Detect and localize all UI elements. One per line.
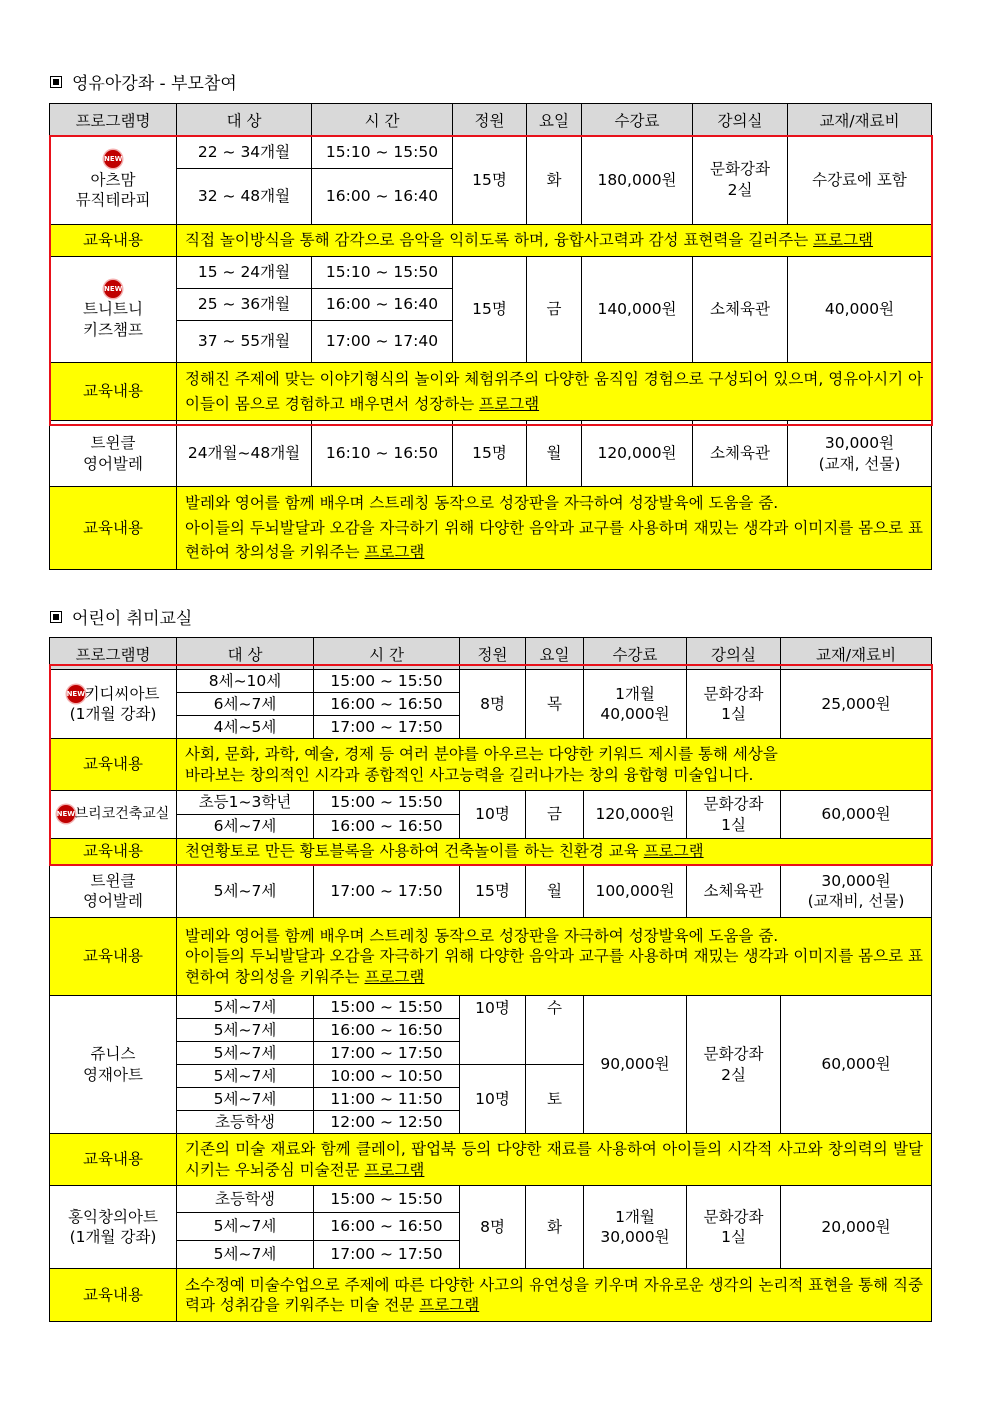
program-name: NEW키디씨아트 (1개월 강좌) — [50, 670, 177, 739]
room: 문화강좌 1실 — [687, 1186, 781, 1269]
desc-text: 발레와 영어를 함께 배우며 스트레칭 동작으로 성장판을 자극하여 성장발육에 도움을 줌. 아이들의 두뇌발달과 오감을 자극하기 위해 다양한 음악과 교구를 사용하며 재밌는 생각과 이미지를 몸으로 표현하여 창의성을 키워주는 프로그램 — [177, 918, 932, 996]
header-target: 대 상 — [177, 638, 314, 670]
capacity: 15명 — [453, 257, 527, 363]
table-row — [50, 421, 932, 487]
room: 소체육관 — [693, 421, 788, 487]
time: 15:00 ~ 15:50 — [314, 670, 460, 693]
time: 11:00 ~ 11:50 — [314, 1088, 460, 1111]
header-program: 프로그램명 — [50, 104, 177, 136]
capacity: 15명 — [460, 865, 526, 918]
table-row — [50, 257, 932, 289]
fee: 90,000원 — [584, 996, 687, 1134]
program-name: 쥬니스 영재아트 — [50, 996, 177, 1134]
materials: 40,000원 — [788, 257, 932, 363]
desc-label: 교육내용 — [50, 487, 177, 570]
desc-label: 교육내용 — [50, 363, 177, 421]
table-row — [50, 996, 932, 1019]
target: 5세~7세 — [177, 1088, 314, 1111]
infant-course-table — [49, 103, 932, 570]
capacity: 10명 — [460, 996, 526, 1065]
materials: 60,000원 — [781, 791, 932, 839]
day: 수 — [526, 996, 584, 1065]
time: 15:10 ~ 15:50 — [312, 136, 453, 169]
room: 문화강좌 1실 — [687, 791, 781, 839]
time: 15:00 ~ 15:50 — [314, 791, 460, 815]
desc-label: 교육내용 — [50, 918, 177, 996]
room: 소체육관 — [693, 257, 788, 363]
desc-row — [50, 363, 932, 421]
target: 5세~7세 — [177, 1065, 314, 1088]
header-capacity: 정원 — [460, 638, 526, 670]
desc-row — [50, 1269, 932, 1322]
header-room: 강의실 — [687, 638, 781, 670]
room: 소체육관 — [687, 865, 781, 918]
desc-text: 발레와 영어를 함께 배우며 스트레칭 동작으로 성장판을 자극하여 성장발육에 도움을 줌. 아이들의 두뇌발달과 오감을 자극하기 위해 다양한 음악과 교구를 사용하며 재밌는 생각과 이미지를 몸으로 표현하여 창의성을 키워주는 프로그램 — [177, 487, 932, 570]
materials: 60,000원 — [781, 996, 932, 1134]
desc-row — [50, 225, 932, 257]
day: 월 — [527, 421, 582, 487]
time: 16:10 ~ 16:50 — [312, 421, 453, 487]
day: 화 — [526, 1186, 584, 1269]
program-name: 트윈클 영어발레 — [50, 421, 177, 487]
materials: 30,000원 (교재, 선물) — [788, 421, 932, 487]
desc-row — [50, 839, 932, 865]
target: 초등학생 — [177, 1111, 314, 1134]
desc-text: 직접 놀이방식을 통해 감각으로 음악을 익히도록 하며, 융합사고력과 감성 표현력을 길러주는 프로그램 — [177, 225, 932, 257]
target: 25 ~ 36개월 — [177, 289, 312, 321]
day: 화 — [527, 136, 582, 225]
time: 15:00 ~ 15:50 — [314, 996, 460, 1019]
materials: 수강료에 포함 — [788, 136, 932, 225]
time: 16:00 ~ 16:50 — [314, 815, 460, 839]
time: 12:00 ~ 12:50 — [314, 1111, 460, 1134]
program-name: NEW 아츠맘 뮤직테라피 — [50, 136, 177, 225]
header-time: 시 간 — [314, 638, 460, 670]
new-badge-icon: NEW — [67, 685, 85, 703]
table-row — [50, 865, 932, 918]
time: 16:00 ~ 16:40 — [312, 289, 453, 321]
time: 15:10 ~ 15:50 — [312, 257, 453, 289]
desc-text: 정해진 주제에 맞는 이야기형식의 놀이와 체험위주의 다양한 움직임 경험으로 구성되어 있으며, 영유아시기 아이들이 몸으로 경험하고 배우면서 성장하는 프로그램 — [177, 363, 932, 421]
time: 16:00 ~ 16:50 — [314, 693, 460, 716]
target: 15 ~ 24개월 — [177, 257, 312, 289]
fee: 120,000원 — [584, 791, 687, 839]
table-row — [50, 136, 932, 169]
new-badge-icon: NEW — [57, 805, 75, 823]
capacity: 10명 — [460, 1065, 526, 1134]
square-bullet-icon — [50, 76, 62, 88]
desc-text: 소수정예 미술수업으로 주제에 따른 다양한 사고의 유연성을 키우며 자유로운 생각의 논리적 표현을 통해 직중력과 성취감을 키워주는 미술 전문 프로그램 — [177, 1269, 932, 1322]
table-row — [50, 1186, 932, 1213]
day: 금 — [526, 791, 584, 839]
time: 16:00 ~ 16:50 — [314, 1019, 460, 1042]
desc-label: 교육내용 — [50, 1134, 177, 1186]
target: 4세~5세 — [177, 716, 314, 739]
target: 5세~7세 — [177, 1042, 314, 1065]
target: 37 ~ 55개월 — [177, 321, 312, 363]
header-day: 요일 — [526, 638, 584, 670]
table-header-row — [50, 638, 932, 670]
room: 문화강좌 2실 — [693, 136, 788, 225]
section-title-infant: 영유아강좌 - 부모참여 — [50, 69, 237, 94]
header-time: 시 간 — [312, 104, 453, 136]
fee: 1개월 30,000원 — [584, 1186, 687, 1269]
desc-text: 사회, 문화, 과학, 예술, 경제 등 여러 분야를 아우르는 다양한 키워드 제시를 통해 세상을 바라보는 창의적인 시각과 종합적인 사고능력을 길러나가는 창의 융합형 미술입니다. — [177, 739, 932, 791]
target: 초등1~3학년 — [177, 791, 314, 815]
header-materials: 교재/재료비 — [788, 104, 932, 136]
capacity: 8명 — [460, 1186, 526, 1269]
materials: 25,000원 — [781, 670, 932, 739]
fee: 180,000원 — [582, 136, 693, 225]
time: 17:00 ~ 17:40 — [312, 321, 453, 363]
room: 문화강좌 1실 — [687, 670, 781, 739]
desc-label: 교육내용 — [50, 1269, 177, 1322]
target: 초등학생 — [177, 1186, 314, 1213]
desc-row — [50, 739, 932, 791]
capacity: 15명 — [453, 421, 527, 487]
room: 문화강좌 2실 — [687, 996, 781, 1134]
materials: 30,000원 (교재비, 선물) — [781, 865, 932, 918]
target: 24개월~48개월 — [177, 421, 312, 487]
fee: 1개월 40,000원 — [584, 670, 687, 739]
time: 16:00 ~ 16:40 — [312, 169, 453, 225]
fee: 100,000원 — [584, 865, 687, 918]
new-badge-icon: NEW — [104, 280, 122, 298]
desc-text: 기존의 미술 재료와 함께 클레이, 팝업북 등의 다양한 재료를 사용하여 아이들의 시각적 사고와 창의력의 발달시키는 우뇌중심 미술전문 프로그램 — [177, 1134, 932, 1186]
table-row — [50, 791, 932, 815]
fee: 140,000원 — [582, 257, 693, 363]
time: 17:00 ~ 17:50 — [314, 716, 460, 739]
time: 10:00 ~ 10:50 — [314, 1065, 460, 1088]
program-name: 홍익창의아트 (1개월 강좌) — [50, 1186, 177, 1269]
target: 8세~10세 — [177, 670, 314, 693]
desc-label: 교육내용 — [50, 839, 177, 865]
program-name: NEW브리코건축교실 — [50, 791, 177, 839]
program-name: 트윈클 영어발레 — [50, 865, 177, 918]
header-fee: 수강료 — [582, 104, 693, 136]
day: 목 — [526, 670, 584, 739]
header-target: 대 상 — [177, 104, 312, 136]
table-header-row — [50, 104, 932, 136]
header-materials: 교재/재료비 — [781, 638, 932, 670]
header-room: 강의실 — [693, 104, 788, 136]
header-capacity: 정원 — [453, 104, 527, 136]
desc-row — [50, 1134, 932, 1186]
target: 32 ~ 48개월 — [177, 169, 312, 225]
section-title-children: 어린이 취미교실 — [50, 604, 192, 629]
new-badge-icon: NEW — [104, 150, 122, 168]
time: 16:00 ~ 16:50 — [314, 1213, 460, 1241]
fee: 120,000원 — [582, 421, 693, 487]
desc-row — [50, 487, 932, 570]
target: 5세~7세 — [177, 865, 314, 918]
desc-label: 교육내용 — [50, 225, 177, 257]
target: 22 ~ 34개월 — [177, 136, 312, 169]
time: 17:00 ~ 17:50 — [314, 1042, 460, 1065]
materials: 20,000원 — [781, 1186, 932, 1269]
day: 금 — [527, 257, 582, 363]
target: 6세~7세 — [177, 693, 314, 716]
time: 15:00 ~ 15:50 — [314, 1186, 460, 1213]
header-fee: 수강료 — [584, 638, 687, 670]
target: 5세~7세 — [177, 996, 314, 1019]
program-name: NEW 트니트니 키즈챔프 — [50, 257, 177, 363]
square-bullet-icon — [50, 611, 62, 623]
time: 17:00 ~ 17:50 — [314, 1241, 460, 1269]
capacity: 8명 — [460, 670, 526, 739]
day: 토 — [526, 1065, 584, 1134]
target: 5세~7세 — [177, 1019, 314, 1042]
desc-row — [50, 918, 932, 996]
target: 5세~7세 — [177, 1241, 314, 1269]
header-program: 프로그램명 — [50, 638, 177, 670]
target: 6세~7세 — [177, 815, 314, 839]
target: 5세~7세 — [177, 1213, 314, 1241]
header-day: 요일 — [527, 104, 582, 136]
desc-label: 교육내용 — [50, 739, 177, 791]
table-row — [50, 670, 932, 693]
capacity: 10명 — [460, 791, 526, 839]
desc-text: 천연황토로 만든 황토블록을 사용하여 건축놀이를 하는 친환경 교육 프로그램 — [177, 839, 932, 865]
children-course-table — [49, 637, 932, 1322]
capacity: 15명 — [453, 136, 527, 225]
day: 월 — [526, 865, 584, 918]
time: 17:00 ~ 17:50 — [314, 865, 460, 918]
